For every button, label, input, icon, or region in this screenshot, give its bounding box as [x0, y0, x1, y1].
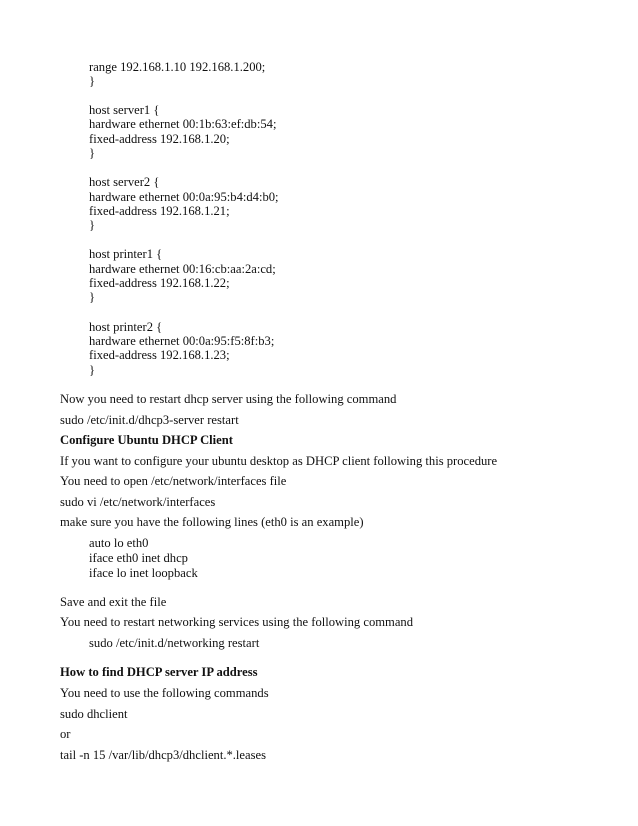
config-line: fixed-address 192.168.1.20;	[89, 132, 230, 146]
find-intro: You need to use the following commands	[60, 686, 269, 700]
config-line: fixed-address 192.168.1.22;	[89, 276, 230, 290]
config-line: host server1 {	[89, 103, 160, 117]
config-line: fixed-address 192.168.1.21;	[89, 204, 230, 218]
make-sure-text: make sure you have the following lines (eth0 is an example)	[60, 515, 364, 529]
find-heading: How to find DHCP server IP address	[60, 665, 258, 679]
config-line: }	[89, 218, 96, 232]
config-line: }	[89, 363, 96, 377]
config-line: hardware ethernet 00:0a:95:b4:d4:b0;	[89, 190, 279, 204]
config-line: fixed-address 192.168.1.23;	[89, 348, 230, 362]
config-line: host printer1 {	[89, 247, 163, 261]
config-line: }	[89, 290, 96, 304]
client-intro: If you want to configure your ubuntu desktop as DHCP client following this procedure	[60, 454, 498, 468]
config-line: hardware ethernet 00:16:cb:aa:2a:cd;	[89, 262, 276, 276]
edit-command: sudo vi /etc/network/interfaces	[60, 495, 216, 509]
save-exit-text: Save and exit the file	[60, 595, 167, 609]
config-line: hardware ethernet 00:1b:63:ef:db:54;	[89, 117, 277, 131]
restart-net-intro: You need to restart networking services using the following command	[60, 615, 414, 629]
config-line: range 192.168.1.10 192.168.1.200;	[89, 60, 266, 74]
restart-intro: Now you need to restart dhcp server using the following command	[60, 392, 397, 406]
find-command-1: sudo dhclient	[60, 707, 128, 721]
restart-command: sudo /etc/init.d/dhcp3-server restart	[60, 413, 239, 427]
client-heading: Configure Ubuntu DHCP Client	[60, 433, 233, 447]
interfaces-line: iface eth0 inet dhcp	[89, 551, 188, 565]
interfaces-line: iface lo inet loopback	[89, 566, 198, 580]
find-command-2: tail -n 15 /var/lib/dhcp3/dhclient.*.leases	[60, 748, 266, 762]
config-line: host printer2 {	[89, 320, 163, 334]
config-line: hardware ethernet 00:0a:95:f5:8f:b3;	[89, 334, 275, 348]
open-file-text: You need to open /etc/network/interfaces file	[60, 474, 287, 488]
restart-net-command: sudo /etc/init.d/networking restart	[89, 636, 260, 650]
config-line: }	[89, 146, 96, 160]
or-text: or	[60, 727, 71, 741]
interfaces-line: auto lo eth0	[89, 536, 149, 550]
config-line: }	[89, 74, 96, 88]
config-line: host server2 {	[89, 175, 160, 189]
